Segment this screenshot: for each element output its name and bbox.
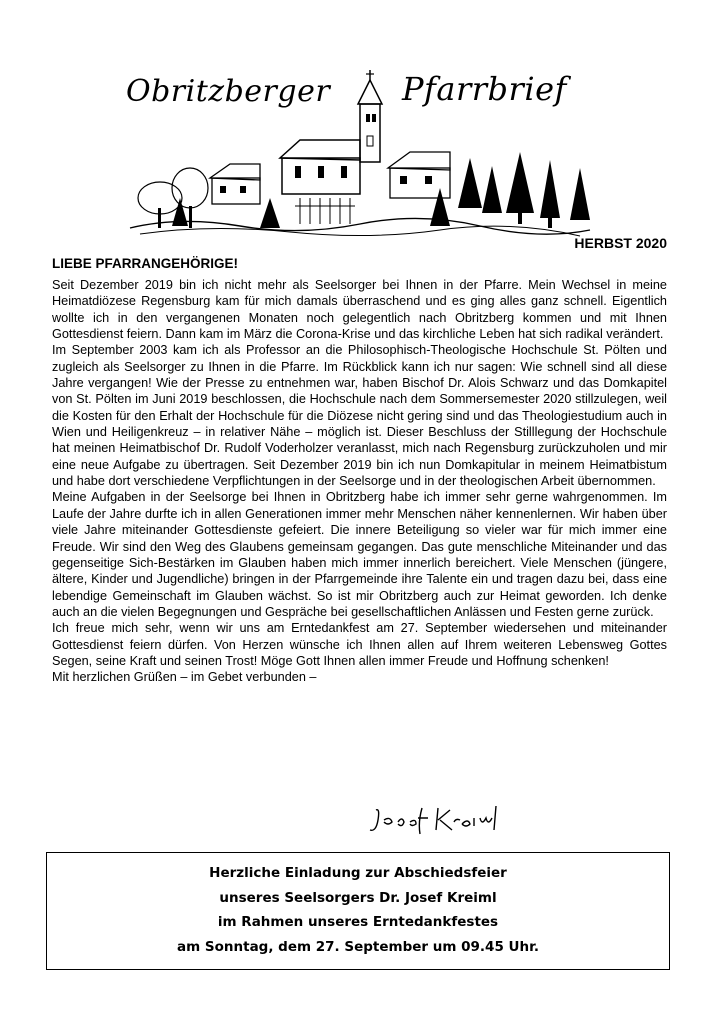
issue-season: HERBST 2020 <box>574 235 667 251</box>
letter-body <box>52 277 667 686</box>
invitation-line: im Rahmen unseres Erntedankfestes <box>217 914 499 930</box>
handwritten-signature <box>362 800 512 840</box>
invitation-line: Herzliche Einladung zur Abschiedsfeier <box>209 865 507 881</box>
letter-closing: Mit herzlichen Grüßen – im Gebet verbunden – <box>52 670 317 685</box>
invitation-line: unseres Seelsorgers Dr. Josef Kreiml <box>219 889 497 906</box>
letter-paragraph: Ich freue mich sehr, wenn wir uns am Erntedankfest am 27. September wiedersehen und miteinander Gottesdienst feiern dürfen. Von Herzen wünsche ich Ihnen allen auf Ihrem weiteren Lebensweg Gottes Segen, seine Kraft und seinen Trost! Möge Gott Ihnen allen immer Freude und Hoffnung schenken! <box>52 621 667 668</box>
masthead <box>120 48 600 238</box>
salutation-heading: LIEBE PFARRANGEHÖRIGE! <box>52 256 239 271</box>
invitation-line: am Sonntag, dem 27. September um 09.45 Uhr. <box>177 938 539 955</box>
letter-paragraph: Seit Dezember 2019 bin ich nicht mehr als Seelsorger bei Ihnen in der Pfarre. Mein Wechsel in meine Heimatdiözese Regensburg kam für mich damals überraschend und es ging alles ganz schnell. Eigentlich wollte ich in den vergangenen Monaten noch gelegentlich nach Obritzberg kommen und mit Ihnen Gottesdienst feiern. Dann kam im März die Corona-Krise und das kirchliche Leben hat sich radikal verändert. <box>52 278 667 342</box>
letter-paragraph: Im September 2003 kam ich als Professor an die Philosophisch-Theologische Hochschule St. Pölten und zugleich als Seelsorger zu Ihnen in die Pfarre. Im Rückblick kann ich nur sagen: Wie schnell sind all diese Jahre vergangen! Wie der Presse zu entnehmen war, haben Bischof Dr. Alois Schwarz und das Domkapitel von St. Pölten im Juni 2019 beschlossen, die Hochschule nach dem Sommersemester 2020 stillzulegen, weil die Kosten für den Erhalt der Hochschule für die Diözese nicht gering sind und das Theologiestudium auch in Wien und Heiligenkreuz – in relativer Nähe – möglich ist. Dieser Beschluss der Stilllegung der Hochschule hat meinen Heimatbischof Dr. Rudolf Voderholzer veranlasst, mich nach Regensburg zurückzuholen und mir eine neue Aufgabe zu übertragen. Seit Dezember 2019 bin ich nun Domkapitular in meinem Heimatbistum und habe dort verschiedene Verpflichtungen in der Seelsorge und in der theologischen Arbeit übernommen. <box>52 343 667 489</box>
masthead-title-left: Obritzberger <box>126 74 331 109</box>
masthead-title-right: Pfarrbrief <box>402 70 567 108</box>
invitation-box <box>46 852 670 970</box>
letter-paragraph: Meine Aufgaben in der Seelsorge bei Ihnen in Obritzberg habe ich immer sehr gerne wahrgenommen. Im Laufe der Jahre durfte ich in allen Generationen immer mehr Menschen näher kennenlernen. Wir haben über viele Jahre miteinander Gottesdienste gefeiert. Die innere Beteiligung so vieler war für mich immer eine Freude. Wir sind den Weg des Glaubens gemeinsam gegangen. Das gute menschliche Miteinander und das gegenseitige Sich-Bestärken im Glauben haben mich immer innerlich bereichert. Viele Menschen (jüngere, ältere, Kinder und Jugendliche) bringen in der Pfarrgemeinde ihre Talente ein und tragen dazu bei, dass eine lebendige Gemeinschaft im Glauben wächst. So ist mir Obritzberg auch zur Heimat geworden. Ich denke auch an die vielen Begegnungen und Gespräche bei gesellschaftlichen Anlässen und Festen gerne zurück. <box>52 490 667 619</box>
